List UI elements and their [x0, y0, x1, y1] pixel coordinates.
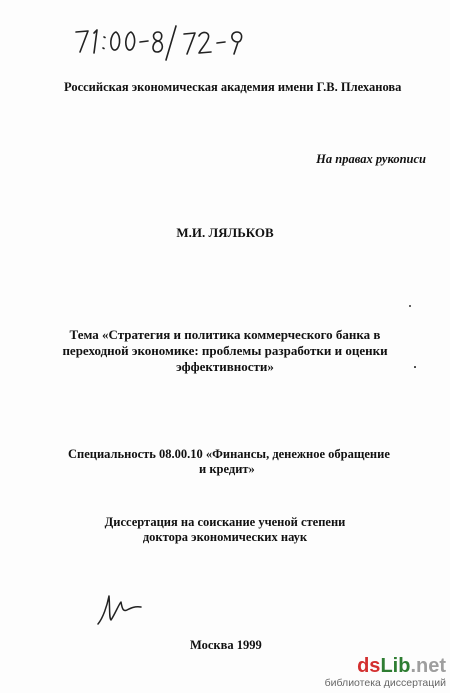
topic-line-2: переходной экономике: проблемы разработки и оценки [62, 343, 388, 358]
city-and-year: Москва 1999 [190, 638, 262, 652]
logo-part-ds: ds [357, 655, 381, 677]
degree-line-2: доктора экономических наук [142, 530, 308, 544]
handwritten-archive-code [72, 22, 262, 62]
logo-part-net: .net [410, 655, 446, 677]
signature-drawing [95, 588, 145, 628]
degree-statement [0, 515, 450, 545]
topic-line-3: эффективности» [176, 359, 274, 374]
specialty-block [68, 447, 408, 477]
topic-line-1: Тема «Стратегия и политика коммерческого банка в [69, 327, 381, 342]
logo-part-lib: Lib [380, 655, 411, 677]
handwritten-signature [95, 588, 145, 628]
degree-line-1: Диссертация на соискание ученой степени [104, 515, 346, 529]
scan-speck [409, 305, 411, 307]
dslib-logo [308, 655, 446, 677]
handwritten-archive-code-drawing [72, 22, 262, 62]
dissertation-topic [30, 327, 420, 375]
specialty-line-2: и кредит» [199, 462, 255, 476]
scan-speck [414, 366, 416, 368]
dslib-watermark [308, 655, 446, 689]
manuscript-rights-note: На правах рукописи [316, 152, 426, 166]
institution-name: Российская экономическая академия имени Г.В. Плеханова [64, 80, 402, 94]
author-name: М.И. ЛЯЛЬКОВ [176, 225, 274, 240]
watermark-caption: библиотека диссертаций [324, 677, 446, 689]
specialty-line-1: Специальность 08.00.10 «Финансы, денежное обращение [68, 447, 390, 461]
